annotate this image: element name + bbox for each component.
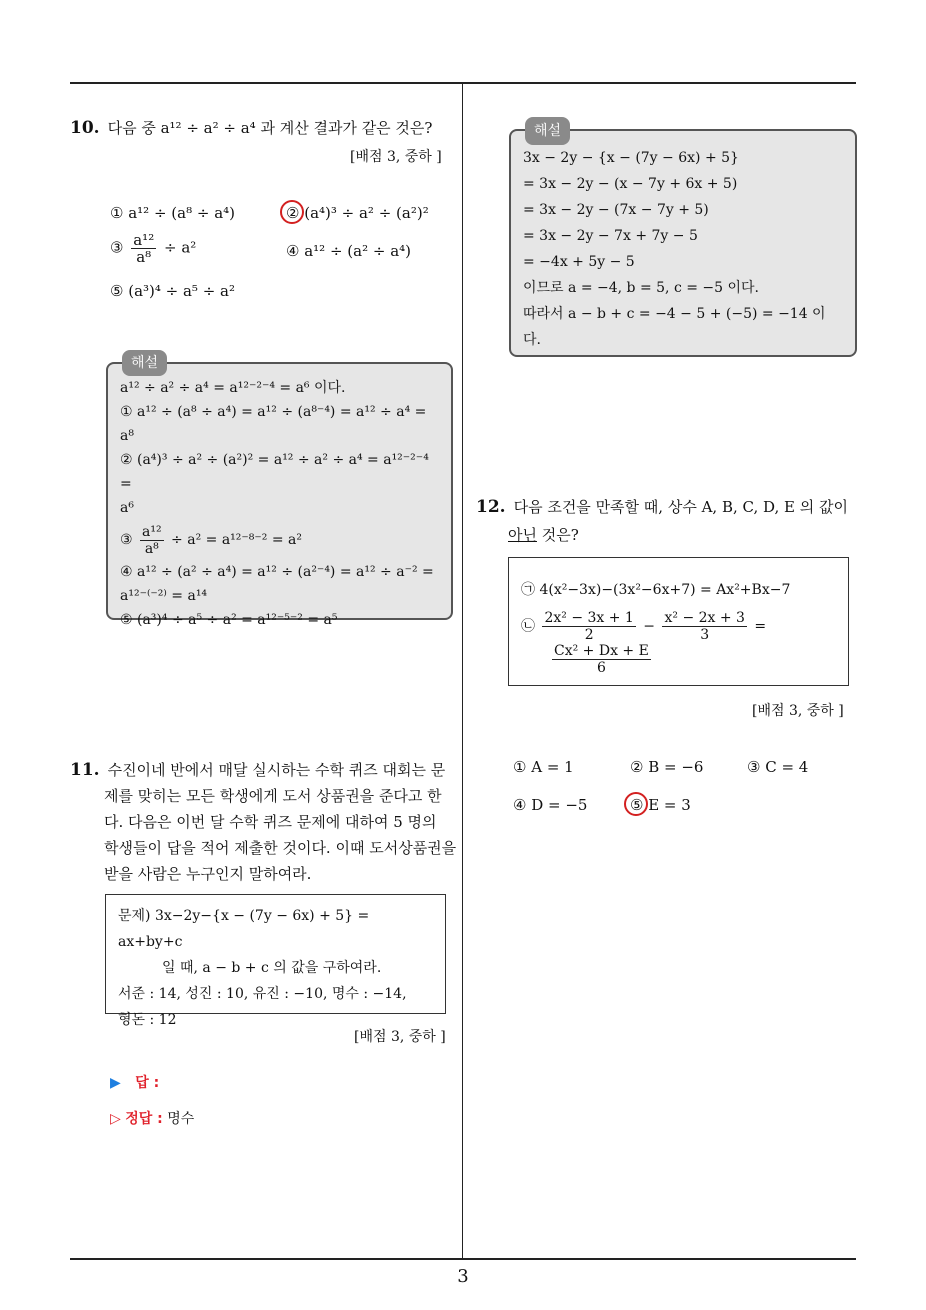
q12-condition-1: ㉠ 4(x²−3x)−(3x²−6x+7) = Ax²+Bx−7 <box>521 582 791 598</box>
q11-box-line: 문제) 3x−2y−{x − (7y − 6x) + 5} = ax+by+c <box>118 908 370 950</box>
correct-label: 정답 : <box>125 1111 163 1127</box>
cond2-fraction-2 <box>662 610 746 643</box>
q12-line: 다음 조건을 만족할 때, 상수 A, B, C, D, E 의 값이 <box>513 498 848 516</box>
column-divider <box>462 84 463 1260</box>
frac-numerator: 2x² − 3x + 1 <box>544 610 634 626</box>
frac-numerator: a¹² <box>133 231 155 249</box>
sol-3-num: ③ <box>120 532 133 548</box>
q11-correct-row <box>110 1108 194 1128</box>
correct-value: 명수 <box>167 1111 195 1127</box>
q11-problem-box <box>105 894 446 1028</box>
q10-choice-2[interactable]: ② (a⁴)³ ÷ a² ÷ (a²)² <box>286 204 429 222</box>
q11-box-line: 일 때, a − b + c 의 값을 구하여라. <box>162 960 382 976</box>
q12-choice-5[interactable]: ⑤ E = 3 <box>630 796 691 814</box>
q12-number: 12. <box>476 497 506 517</box>
q12-underlined-word: 아닌 <box>508 526 537 544</box>
q10-sol-line: ② (a⁴)³ ÷ a² ÷ (a²)² = a¹² ÷ a² ÷ a⁴ = a¹²⁻²⁻⁴ = <box>120 452 429 492</box>
q11-stem <box>70 757 456 887</box>
q10-sol-line: a¹² ÷ a² ÷ a⁴ = a¹²⁻²⁻⁴ = a⁶ 이다. <box>120 380 346 396</box>
q11-sol-line: = 3x − 2y − 7x + 7y − 5 <box>523 228 698 244</box>
q11-sol-line: 따라서 a − b + c = −4 − 5 + (−5) = −14 이다. <box>523 306 826 348</box>
q11-line: 받을 사람은 누구인지 말하여라. <box>104 865 312 883</box>
q11-line: 다. 다음은 이번 달 수학 퀴즈 문제에 대하여 5 명의 <box>104 813 437 831</box>
q10-score: [배점 3, 중하 ] <box>350 149 442 165</box>
q11-sol-line: = 3x − 2y − (x − 7y + 6x + 5) <box>523 176 738 192</box>
frac-numerator: a¹² <box>142 523 162 540</box>
frac-denominator: 3 <box>700 627 710 643</box>
q12-choice-4[interactable]: ④ D = −5 <box>513 796 588 814</box>
q11-score: [배점 3, 중하 ] <box>354 1029 446 1045</box>
bottom-rule <box>70 1258 856 1260</box>
q11-line: 수진이네 반에서 매달 실시하는 수학 퀴즈 대회는 문 <box>107 761 446 779</box>
q10-choice-4[interactable]: ④ a¹² ÷ (a² ÷ a⁴) <box>286 242 412 260</box>
answer-label: 답 : <box>135 1075 160 1091</box>
q11-answer-row <box>110 1072 284 1092</box>
play-outline-icon: ▷ <box>110 1111 121 1127</box>
q12-choice-1[interactable]: ① A = 1 <box>513 758 574 776</box>
answer-circle-mark <box>624 792 648 816</box>
frac-denominator: 6 <box>596 660 606 676</box>
sol-3-fraction <box>140 524 164 557</box>
cond2-fraction-1 <box>542 610 635 643</box>
q10-choice-1[interactable]: ① a¹² ÷ (a⁸ ÷ a⁴) <box>110 204 236 222</box>
q10-sol-line: a⁶ <box>120 500 134 516</box>
q11-box-line: 서준 : 14, 성진 : 10, 유진 : −10, 명수 : −14, <box>118 986 407 1002</box>
q12-condition-2-rhs <box>521 643 836 676</box>
q12-condition-box <box>508 557 849 686</box>
q10-text: 다음 중 a¹² ÷ a² ÷ a⁴ 과 계산 결과가 같은 것은? <box>107 119 433 137</box>
frac-denominator: a⁸ <box>144 540 159 557</box>
frac-numerator: x² − 2x + 3 <box>664 610 745 626</box>
q10-choice-3-num: ③ <box>110 238 124 257</box>
q10-choice-3[interactable] <box>110 232 196 265</box>
answer-circle-mark <box>280 200 304 224</box>
q11-sol-line: 3x − 2y − {x − (7y − 6x) + 5} <box>523 150 739 166</box>
q10-sol-line: ④ a¹² ÷ (a² ÷ a⁴) = a¹² ÷ (a²⁻⁴) = a¹² ÷ a⁻² = <box>120 564 434 580</box>
play-icon: ▶ <box>110 1075 121 1091</box>
cond2-fraction-3 <box>552 643 651 676</box>
q11-line: 제를 맞히는 모든 학생에게 도서 상품권을 준다고 한 <box>104 787 442 805</box>
q11-number: 11. <box>70 760 100 780</box>
q10-sol-line-3 <box>120 520 439 560</box>
q10-stem <box>70 116 432 140</box>
q12-score: [배점 3, 중하 ] <box>752 703 844 719</box>
q10-choice-3-fraction <box>131 232 156 265</box>
q11-line: 학생들이 답을 적어 제출한 것이다. 이때 도서상품권을 <box>104 839 457 857</box>
q11-sol-line: = 3x − 2y − (7x − 7y + 5) <box>523 202 709 218</box>
solution-tag: 해설 <box>122 350 167 376</box>
q12-condition-2 <box>521 610 836 643</box>
sol-3-rest: ÷ a² = a¹²⁻⁸⁻² = a² <box>171 532 302 548</box>
solution-tag: 해설 <box>525 117 570 145</box>
q11-sol-line: = −4x + 5y − 5 <box>523 254 635 270</box>
q11-solution-box <box>509 123 857 357</box>
q10-solution-box <box>106 355 453 628</box>
q12-choice-2[interactable]: ② B = −6 <box>630 758 704 776</box>
q10-sol-line: ⑤ (a³)⁴ ÷ a⁵ ÷ a² = a¹²⁻⁵⁻² = a⁵ <box>120 612 338 628</box>
page-number: 3 <box>457 1266 469 1287</box>
q10-choice-3-rest: ÷ a² <box>164 238 197 257</box>
q10-sol-line: ① a¹² ÷ (a⁸ ÷ a⁴) = a¹² ÷ (a⁸⁻⁴) = a¹² ÷ a⁴ = a⁸ <box>120 404 427 444</box>
top-rule <box>70 82 856 84</box>
frac-numerator: Cx² + Dx + E <box>554 643 649 659</box>
frac-denominator: a⁸ <box>136 248 152 266</box>
q11-box-line: 형돈 : 12 <box>118 1012 177 1028</box>
q12-choice-3[interactable]: ③ C = 4 <box>747 758 809 776</box>
q11-sol-line: 이므로 a = −4, b = 5, c = −5 이다. <box>523 280 759 296</box>
cond2-label: ㉡ <box>521 618 535 635</box>
q12-stem <box>476 493 848 549</box>
frac-denominator: 2 <box>584 627 594 643</box>
q12-line-rest: 것은? <box>536 526 579 544</box>
q10-sol-line: a¹²⁻⁽⁻²⁾ = a¹⁴ <box>120 588 208 604</box>
cond2-equals: = <box>754 618 767 635</box>
q10-choice-5[interactable]: ⑤ (a³)⁴ ÷ a⁵ ÷ a² <box>110 282 236 300</box>
q10-number: 10. <box>70 118 100 138</box>
cond2-minus: − <box>643 618 656 635</box>
